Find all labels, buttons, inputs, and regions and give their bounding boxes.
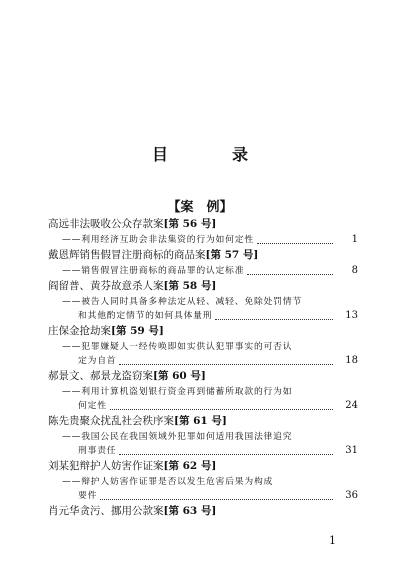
case-title [48, 503, 358, 520]
summary-text: 和其他酌定情节的如何具体量刑 [78, 311, 213, 321]
summary-text: 刑事责任 [78, 446, 117, 456]
summary-text: ——犯罪嫌疑人一经传唤即如实供认犯罪事实的可否认 [62, 342, 293, 352]
case-summary [48, 385, 358, 413]
case-title-text: 戴恩辉销售假冒注册商标的商品案 [48, 249, 206, 261]
summary-line [62, 295, 336, 309]
summary-text: 定为自首 [78, 356, 117, 366]
entry-page-number: 36 [345, 490, 358, 501]
case-number: [第 63 号] [163, 505, 217, 517]
case-number: [第 57 号] [205, 249, 259, 261]
case-title [48, 458, 358, 475]
leader-dots [257, 242, 333, 244]
case-summary [48, 340, 358, 368]
summary-line [62, 489, 336, 503]
summary-line [62, 444, 336, 458]
toc-entry[interactable] [48, 278, 358, 323]
case-title-text: 高远非法吸收公众存款案 [48, 218, 164, 230]
summary-line [62, 430, 336, 444]
entry-page-number: 1 [351, 234, 358, 245]
case-title-text: 刘某犯辩护人妨害作证案 [48, 460, 164, 472]
summary-line [62, 264, 336, 278]
section-heading: 【案 例】 [167, 200, 233, 215]
case-title [48, 368, 358, 385]
summary-text: ——被告人同时具备多种法定从轻、减轻、免除处罚情节 [62, 297, 302, 307]
entry-page-number: 8 [351, 265, 358, 276]
case-title-text: 陈先贵聚众扰乱社会秩序案 [48, 415, 174, 427]
case-summary [48, 475, 358, 503]
summary-text: ——销售假冒注册商标的商品罪的认定标准 [62, 266, 245, 276]
toc-entry[interactable] [48, 413, 358, 458]
case-summary [48, 295, 358, 323]
toc-entry[interactable] [48, 458, 358, 503]
case-title-text: 阎留普、黄芬故意杀人案 [48, 280, 164, 292]
summary-line [62, 354, 336, 368]
summary-line [62, 340, 336, 354]
case-number: [第 59 号] [111, 325, 164, 337]
toc-entry[interactable] [48, 503, 358, 520]
case-number: [第 61 号] [174, 415, 227, 427]
leader-dots [100, 498, 333, 500]
case-title [48, 247, 358, 264]
summary-line [62, 309, 336, 323]
case-summary [48, 264, 358, 278]
leader-dots [110, 408, 333, 410]
case-title [48, 413, 358, 430]
summary-line [62, 399, 336, 413]
entry-page-number: 18 [345, 355, 358, 366]
page-title: 目 录 [151, 145, 272, 164]
summary-text: ——利用计算机盗划银行资金再到储蓄所取款的行为如 [62, 387, 293, 397]
toc-entry[interactable] [48, 323, 358, 368]
entry-page-number: 24 [345, 400, 358, 411]
case-summary [48, 233, 358, 247]
case-title [48, 216, 358, 233]
page-number: 1 [329, 534, 336, 547]
entry-page-number: 31 [345, 445, 358, 456]
case-number: [第 62 号] [163, 460, 217, 472]
toc-list [48, 216, 358, 520]
case-number: [第 56 号] [163, 218, 217, 230]
summary-line [62, 475, 336, 489]
summary-text: 何定性 [78, 401, 107, 411]
toc-entry[interactable] [48, 216, 358, 247]
case-title [48, 278, 358, 295]
summary-text: ——利用经济互助会非法集资的行为如何定性 [62, 235, 254, 245]
summary-line [62, 233, 336, 247]
case-title-text: 庄保金抢劫案 [48, 325, 111, 337]
case-summary [48, 430, 358, 458]
leader-dots [119, 363, 333, 365]
case-title-text: 郝景文、郝景龙盗窃案 [48, 370, 153, 382]
leader-dots [215, 318, 333, 320]
summary-line [62, 385, 336, 399]
entry-page-number: 13 [345, 310, 358, 321]
leader-dots [119, 453, 333, 455]
summary-text: ——辩护人妨害作证罪是否以发生危害后果为构成 [62, 477, 274, 487]
case-title [48, 323, 358, 340]
summary-text: 要件 [78, 491, 98, 501]
case-number: [第 58 号] [163, 280, 217, 292]
toc-entry[interactable] [48, 368, 358, 413]
leader-dots [247, 273, 333, 275]
case-number: [第 60 号] [153, 370, 206, 382]
summary-text: ——我国公民在我国领域外犯罪如何适用我国法律追究 [62, 432, 293, 442]
case-title-text: 肖元华贪污、挪用公款案 [48, 505, 164, 517]
toc-entry[interactable] [48, 247, 358, 278]
